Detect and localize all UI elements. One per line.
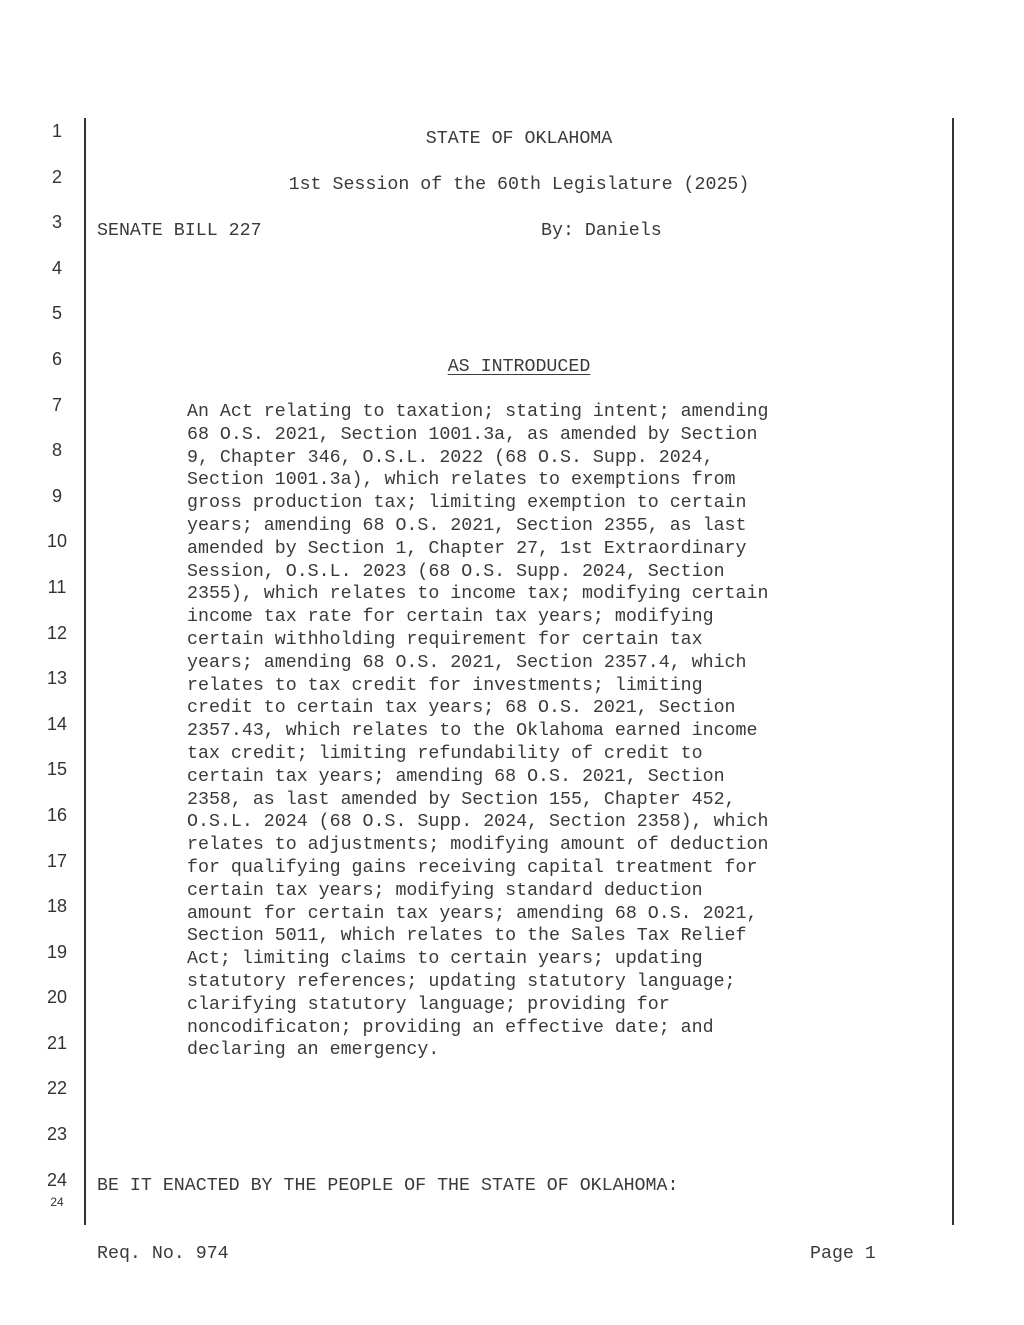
enacting-clause: BE IT ENACTED BY THE PEOPLE OF THE STATE OF OKLAHOMA: (97, 1176, 679, 1196)
line-number: 5 (51, 303, 62, 324)
line-number: 3 (51, 212, 62, 233)
line-number: 12 (46, 622, 68, 643)
line-number: 21 (46, 1032, 68, 1053)
line-number: 11 (47, 576, 67, 597)
line-number: 13 (46, 668, 68, 689)
line-number: 23 (46, 1124, 68, 1145)
line-number-column (40, 112, 74, 1209)
request-number: Req. No. 974 (97, 1244, 229, 1264)
line-number: 9 (51, 485, 62, 506)
line-number: 16 (46, 804, 68, 825)
line-number: 22 (46, 1078, 68, 1099)
line-number: 20 (46, 987, 68, 1008)
line-number: 8 (51, 440, 62, 461)
bill-number: SENATE BILL 227 (97, 221, 262, 241)
bill-synopsis: An Act relating to taxation; stating intent; amending 68 O.S. 2021, Section 1001.3a, as amended by Section 9, Chapter 346, O.S.L. 2022 (68 O.S. Supp. 2024, Section 1001.3a), which relates to exemptions from gross production tax; limiting exemption to certain years; amending 68 O.S. 2021, Section 2355, as last amended by Section 1, Chapter 27, 1st Extraordinary Session, O.S.L. 2023 (68 O.S. Supp. 2024, Section 2355), which relates to income tax; modifying certain income tax rate for certain tax years; modifying certain withholding requirement for certain tax years; amending 68 O.S. 2021, Section 2357.4, which relates to tax credit for investments; limiting credit to certain tax years; 68 O.S. 2021, Section 2357.43, which relates to the Oklahoma earned income tax credit; limiting refundability of credit to certain tax years; amending 68 O.S. 2021, Section 2358, as last amended by Section 155, Chapter 452, O.S.L. 2024 (68 O.S. Supp. 2024, Section 2358), which relates to adjustments; modifying amount of deduction for qualifying gains receiving capital treatment for certain tax years; modifying standard deduction amount for certain tax years; amending 68 O.S. 2021, Section 5011, which relates to the Sales Tax Relief Act; limiting claims to certain years; updating statutory references; updating statutory language; clarifying statutory language; providing for noncodificaton; providing an effective date; and declaring an emergency. (187, 402, 769, 1061)
line-number: 18 (46, 896, 68, 917)
right-margin-rule (952, 118, 954, 1225)
line-number: 15 (46, 759, 68, 780)
page-number: Page 1 (810, 1244, 876, 1264)
line-number: 2 (51, 166, 62, 187)
line-number: 24 (46, 1169, 68, 1190)
line-number: 6 (51, 348, 62, 369)
line-number: 7 (51, 394, 62, 415)
left-margin-rule (84, 118, 86, 1225)
status-label: AS INTRODUCED (447, 357, 591, 377)
bill-author: By: Daniels (541, 221, 662, 241)
line-number: 19 (46, 941, 68, 962)
line-number: 10 (46, 531, 68, 552)
line-number: 17 (46, 850, 68, 871)
line-number: 1 (51, 121, 62, 141)
line-number: 14 (46, 713, 68, 734)
line-number-overflow: 24 (50, 1195, 64, 1209)
status-heading (84, 356, 954, 378)
line-number: 4 (51, 257, 62, 278)
session-line: 1st Session of the 60th Legislature (2025) (288, 175, 750, 195)
state-header: STATE OF OKLAHOMA (425, 129, 613, 149)
